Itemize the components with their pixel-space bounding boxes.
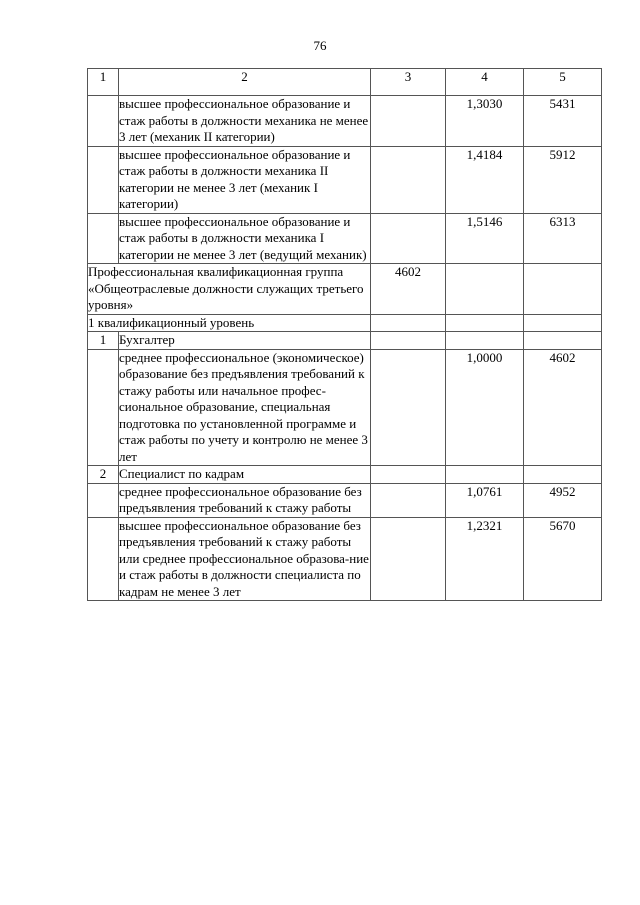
description-cell: высшее профессиональное образование без предъявления требований к стажу работы или среднее профессиональное образова-ние и стаж работы в должности специалиста по кадрам не менее 3 лет [119,517,369,599]
coefficient-cell: 1,2321 [446,517,524,601]
table-row [88,264,602,315]
base-salary-cell [371,213,446,264]
base-salary-cell [371,517,446,601]
salary-cell [524,264,602,315]
coefficient-cell: 1,3030 [446,96,524,147]
row-number-cell [88,517,119,601]
row-number-cell [88,146,119,213]
base-salary-cell [371,349,446,466]
salary-cell: 5431 [524,96,602,147]
salary-cell [524,332,602,350]
coefficient-cell: 1,0000 [446,349,524,466]
header-col-1: 1 [88,69,119,96]
description-cell: высшее профессиональное образование и стаж работы в должности механика I категории не менее 3 лет (ведущий механик) [119,213,371,264]
salary-cell: 6313 [524,213,602,264]
coefficient-cell: 1,0761 [446,483,524,517]
salary-cell [524,466,602,484]
salary-cell: 4602 [524,349,602,466]
header-col-5: 5 [524,69,602,96]
coefficient-cell [446,466,524,484]
table-row [88,517,602,601]
group-title-cell: Профессиональная квалификационная группа «Общеотраслевые должности служащих третьего уровня» [88,264,371,315]
row-number-cell [88,213,119,264]
base-salary-cell: 4602 [371,264,446,315]
salary-cell: 5912 [524,146,602,213]
page-number: 76 [313,38,327,53]
row-number-cell [88,96,119,147]
group-title-cell: 1 квалификационный уровень [88,314,371,332]
coefficient-cell [446,264,524,315]
header-col-4: 4 [446,69,524,96]
description-cell: Специалист по кадрам [119,466,371,484]
row-number-cell: 1 [88,332,119,350]
base-salary-cell [371,314,446,332]
salary-cell [524,314,602,332]
table-row [88,349,602,466]
description-cell: высшее профессиональное образование и стаж работы в должности механика II категории не менее 3 лет (механик I категории) [119,146,371,213]
description-cell: среднее профессиональное (экономическое) образование без предъявления требований к стажу работы или начальное профес-сиональное образование, специальная подготовка по установленной программе и стаж работы по учету и контролю не менее 3 лет [119,349,371,466]
description-cell: Бухгалтер [119,332,371,350]
base-salary-cell [371,483,446,517]
base-salary-cell [371,96,446,147]
base-salary-cell [371,332,446,350]
table-row [88,314,602,332]
coefficient-cell [446,332,524,350]
table-row [88,483,602,517]
qualification-table [87,68,602,601]
table-row [88,96,602,147]
coefficient-cell [446,314,524,332]
base-salary-cell [371,466,446,484]
table-header-row [88,69,602,96]
table-row [88,332,602,350]
table-row [88,146,602,213]
row-number-cell [88,483,119,517]
row-number-cell: 2 [88,466,119,484]
header-col-3: 3 [371,69,446,96]
table-row [88,466,602,484]
salary-cell: 4952 [524,483,602,517]
description-cell: среднее профессиональное образование без предъявления требований к стажу работы [119,483,371,517]
header-col-2: 2 [119,69,371,96]
coefficient-cell: 1,5146 [446,213,524,264]
coefficient-cell: 1,4184 [446,146,524,213]
salary-cell: 5670 [524,517,602,601]
description-cell: высшее профессиональное образование и стаж работы в должности механика не менее 3 лет (механик II категории) [119,96,371,147]
table-row [88,213,602,264]
row-number-cell [88,349,119,466]
base-salary-cell [371,146,446,213]
